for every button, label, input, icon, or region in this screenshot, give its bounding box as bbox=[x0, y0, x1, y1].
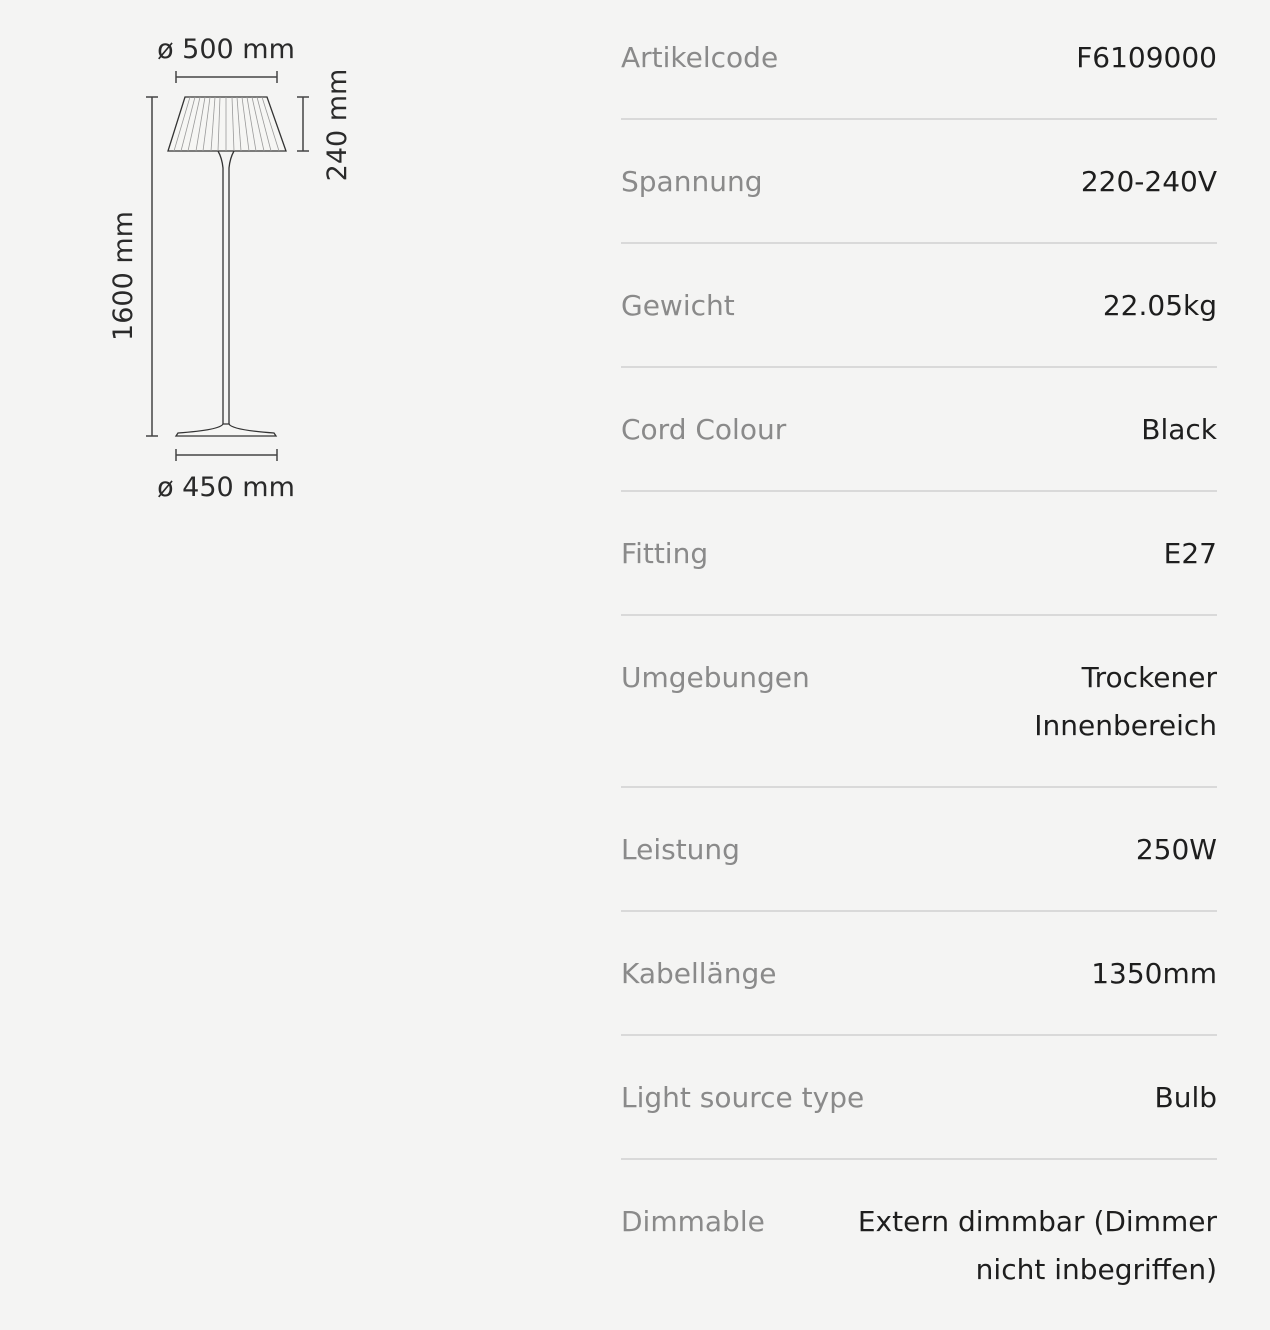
total-height-label: 1600 mm bbox=[108, 211, 139, 341]
spec-value: 1350mm bbox=[1091, 957, 1217, 990]
spec-label: Artikelcode bbox=[621, 41, 779, 74]
spec-label: Umgebungen bbox=[621, 661, 810, 694]
spec-label: Spannung bbox=[621, 165, 763, 198]
spec-label: Dimmable bbox=[621, 1205, 765, 1238]
shade-height-dimension-line bbox=[297, 97, 309, 151]
spec-table bbox=[621, 0, 1217, 1330]
spec-row-dimmable bbox=[621, 1160, 1217, 1330]
spec-row-artikelcode bbox=[621, 0, 1217, 120]
spec-row-gewicht bbox=[621, 244, 1217, 368]
spec-label: Leistung bbox=[621, 833, 740, 866]
lamp-base bbox=[176, 424, 276, 436]
spec-label: Light source type bbox=[621, 1081, 865, 1114]
spec-value: Extern dimmbar (Dimmer nicht inbegriffen) bbox=[857, 1205, 1217, 1286]
spec-value: 250W bbox=[1135, 833, 1217, 866]
spec-row-leistung bbox=[621, 788, 1217, 912]
base-width-dimension-line bbox=[176, 449, 277, 461]
spec-row-umgebungen bbox=[621, 616, 1217, 788]
shade-diameter-label: ø 500 mm bbox=[157, 34, 295, 65]
spec-value: F6109000 bbox=[1076, 41, 1217, 74]
shade-width-dimension-line bbox=[176, 71, 277, 83]
spec-row-cord-colour bbox=[621, 368, 1217, 492]
lamp-shade bbox=[168, 97, 286, 151]
spec-label: Fitting bbox=[621, 537, 709, 570]
spec-label: Gewicht bbox=[621, 289, 735, 322]
base-diameter-label: ø 450 mm bbox=[157, 472, 295, 503]
spec-row-fitting bbox=[621, 492, 1217, 616]
lamp-stem bbox=[218, 151, 234, 424]
spec-label: Kabellänge bbox=[621, 957, 777, 990]
shade-height-label: 240 mm bbox=[322, 68, 353, 182]
spec-row-light-source-type bbox=[621, 1036, 1217, 1160]
total-height-dimension-line bbox=[146, 97, 158, 436]
spec-value: 22.05kg bbox=[1102, 289, 1217, 322]
spec-row-spannung bbox=[621, 120, 1217, 244]
spec-value: Black bbox=[1141, 413, 1217, 446]
spec-value: 220-240V bbox=[1080, 165, 1217, 198]
spec-value: E27 bbox=[1163, 537, 1217, 570]
spec-row-kabellaenge bbox=[621, 912, 1217, 1036]
spec-value: Bulb bbox=[1154, 1081, 1217, 1114]
spec-value: Trockener Innenbereich bbox=[1034, 661, 1217, 742]
lamp-dimension-drawing bbox=[0, 0, 420, 520]
spec-label: Cord Colour bbox=[621, 413, 787, 446]
